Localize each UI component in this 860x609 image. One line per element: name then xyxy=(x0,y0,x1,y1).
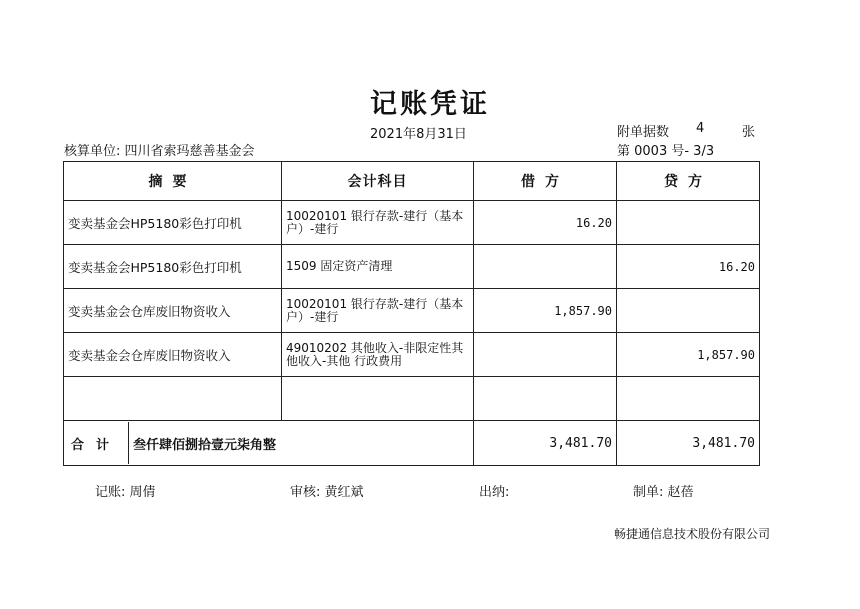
column-header-summary: 摘要 xyxy=(64,162,282,201)
summary-cell: 变卖基金会HP5180彩色打印机 xyxy=(64,245,282,289)
column-header-debit: 借方 xyxy=(474,162,617,201)
column-header-account: 会计科目 xyxy=(282,162,474,201)
total-credit: 3,481.70 xyxy=(617,421,760,466)
credit-cell xyxy=(617,289,760,333)
table-row xyxy=(64,245,760,289)
account-cell: 10020101 银行存款-建行（基本户）-建行 xyxy=(282,201,474,245)
total-label: 合计 xyxy=(70,437,121,453)
software-company: 畅捷通信息技术股份有限公司 xyxy=(614,527,771,541)
account-cell: 49010202 其他收入-非限定性其他收入-其他 行政费用 xyxy=(282,333,474,377)
summary-cell xyxy=(64,377,282,421)
table-row xyxy=(64,289,760,333)
account-cell: 1509 固定资产清理 xyxy=(282,245,474,289)
attachments-count: 4 xyxy=(696,121,705,136)
cashier: 出纳: xyxy=(479,485,510,500)
debit-cell: 16.20 xyxy=(474,201,617,245)
summary-cell: 变卖基金会HP5180彩色打印机 xyxy=(64,201,282,245)
voucher-number: 第 0003 号- 3/3 xyxy=(617,144,715,159)
voucher-title: 记账凭证 xyxy=(370,89,490,120)
total-debit: 3,481.70 xyxy=(474,421,617,466)
attachments-label: 附单据数 xyxy=(617,125,670,140)
account-cell xyxy=(282,377,474,421)
summary-cell: 变卖基金会仓库废旧物资收入 xyxy=(64,289,282,333)
attachments-unit: 张 xyxy=(742,125,756,140)
voucher-date: 2021年8月31日 xyxy=(370,127,467,142)
table-row xyxy=(64,377,760,421)
column-header-credit: 贷方 xyxy=(617,162,760,201)
debit-cell xyxy=(474,377,617,421)
table-row xyxy=(64,201,760,245)
accounting-unit: 核算单位: 四川省索玛慈善基金会 xyxy=(64,144,255,159)
credit-cell: 16.20 xyxy=(617,245,760,289)
total-cell xyxy=(64,421,474,466)
debit-cell: 1,857.90 xyxy=(474,289,617,333)
bookkeeper: 记账: 周倩 xyxy=(95,485,156,500)
credit-cell: 1,857.90 xyxy=(617,333,760,377)
credit-cell xyxy=(617,201,760,245)
debit-cell xyxy=(474,333,617,377)
credit-cell xyxy=(617,377,760,421)
preparer: 制单: 赵蓓 xyxy=(633,485,694,500)
voucher-table xyxy=(63,161,760,466)
total-amount-in-words: 叁仟肆佰捌拾壹元柒角整 xyxy=(128,422,473,464)
debit-cell xyxy=(474,245,617,289)
total-row xyxy=(64,421,760,466)
account-cell: 10020101 银行存款-建行（基本户）-建行 xyxy=(282,289,474,333)
reviewer: 审核: 黄红斌 xyxy=(290,485,364,500)
table-header-row xyxy=(64,162,760,201)
summary-cell: 变卖基金会仓库废旧物资收入 xyxy=(64,333,282,377)
table-row xyxy=(64,333,760,377)
